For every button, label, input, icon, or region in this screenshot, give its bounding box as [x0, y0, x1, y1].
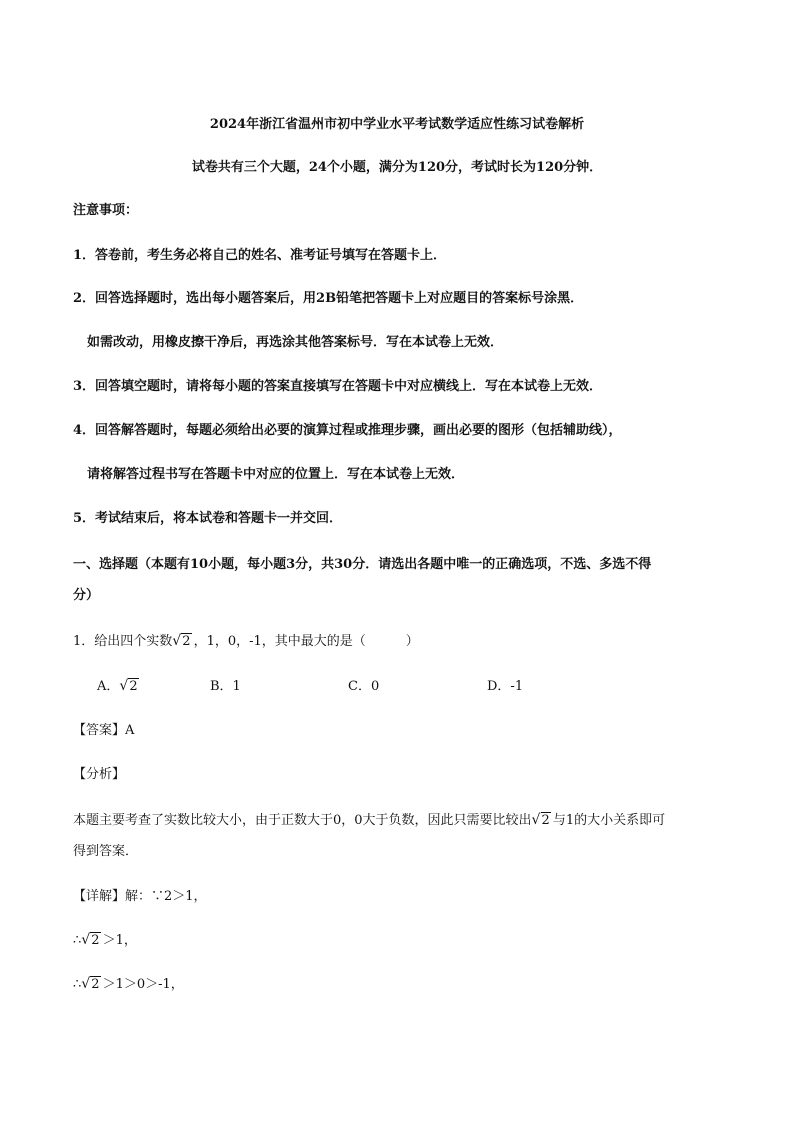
analysis-line-1: 本题主要考查了实数比较大小，由于正数大于0，0大于负数，因此只需要比较出√ 2 与1的大小关系即可: [73, 812, 665, 830]
option-c: C．0: [348, 679, 380, 694]
note-5: 5．考试结束后，将本试卷和答题卡一并交回．: [73, 511, 343, 526]
section-1-heading-cont: 分）: [73, 588, 100, 603]
notes-heading: 注意事项：: [73, 203, 139, 218]
question-1-suffix: ，1，0，-1，其中最大的是（: [193, 634, 366, 649]
sqrt-symbol: √ 2: [532, 812, 551, 830]
note-3: 3．回答填空题时，请将每小题的答案直接填写在答题卡中对应横线上．写在本试卷上无效．: [73, 379, 603, 394]
option-a: A．√ 2: [97, 678, 141, 696]
analysis-heading: 【分析】: [73, 767, 126, 782]
sqrt-symbol: √ 2: [119, 678, 138, 696]
section-1-heading: 一、选择题（本题有10小题，每小题3分，共30分．请选出各题中唯一的正确选项，不选、多选不得: [73, 557, 652, 572]
detail-heading: 【详解】解：∵2＞1，: [73, 889, 207, 904]
question-1-blank-close: ）: [405, 634, 419, 649]
detail-step-2: ∴√ 2 ＞1，: [73, 932, 137, 950]
note-1: 1．答卷前，考生务必将自己的姓名、准考证号填写在答题卡上．: [73, 248, 447, 263]
note-2: 2．回答选择题时，选出每小题答案后，用2B铅笔把答题卡上对应题目的答案标号涂黑．: [73, 291, 584, 306]
note-4-cont: 请将解答过程书写在答题卡中对应的位置上．写在本试卷上无效．: [87, 467, 465, 482]
note-2-cont: 如需改动，用橡皮擦干净后，再选涂其他答案标号．写在本试卷上无效．: [87, 335, 504, 350]
answer: 【答案】A: [73, 723, 135, 738]
page-title: 2024年浙江省温州市初中学业水平考试数学适应性练习试卷解析: [209, 117, 585, 132]
question-1: [73, 633, 419, 651]
option-b: B．1: [210, 679, 241, 694]
question-1-prefix: 1．给出四个实数: [73, 634, 173, 649]
page-subtitle: 试卷共有三个大题，24个小题，满分为120分，考试时长为120分钟．: [191, 160, 603, 175]
detail-step-3: ∴√ 2 ＞1＞0＞-1，: [73, 976, 184, 994]
sqrt-symbol: √ 2: [81, 932, 100, 950]
option-d: D．-1: [487, 679, 524, 694]
analysis-line-2: 得到答案．: [73, 844, 139, 859]
note-4: 4．回答解答题时，每题必须给出必要的演算过程或推理步骤，画出必要的图形（包括辅助线），: [73, 423, 622, 438]
sqrt-symbol: √ 2: [172, 633, 191, 651]
sqrt-symbol: √ 2: [81, 976, 100, 994]
